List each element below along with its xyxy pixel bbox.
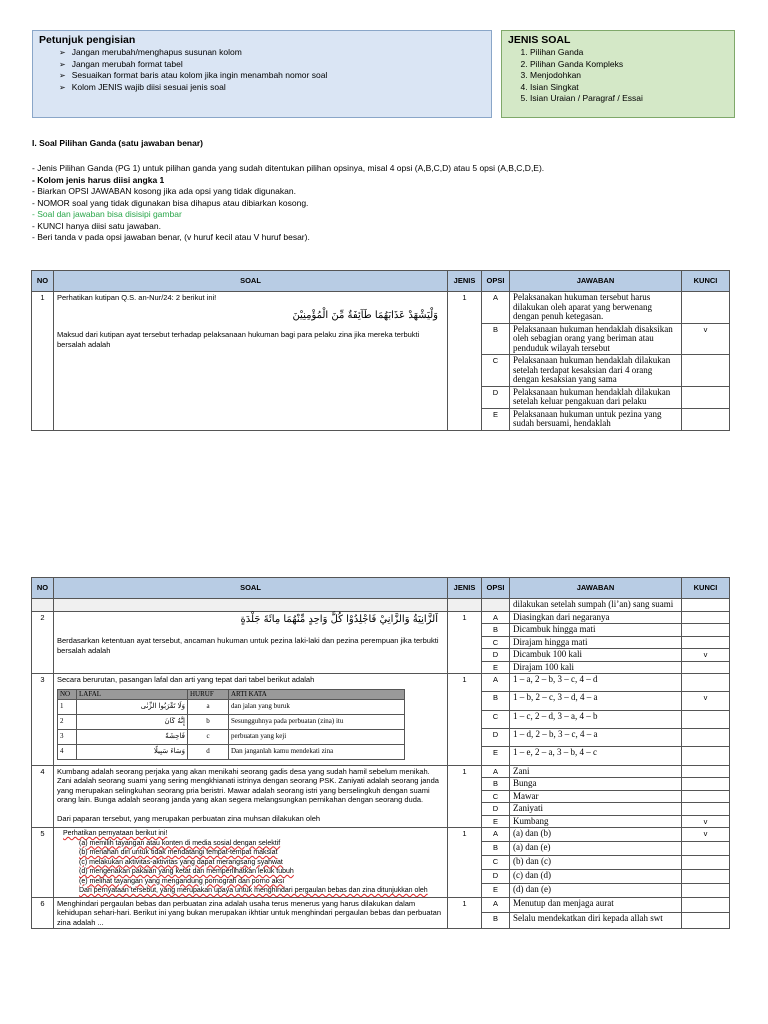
option-letter: C	[482, 355, 510, 387]
lafal-table	[57, 689, 405, 760]
option-answer[interactable]: Pelaksanaan hukuman untuk pezina yang sudah bersuami, hendaklah	[510, 408, 682, 430]
option-answer[interactable]: Dicambuk hingga mati	[510, 624, 682, 637]
question-type: 1	[448, 674, 482, 766]
question-body: Maksud dari kutipan ayat tersebut terhadap pelaksanaan hukuman bagi para pelaku zina jika mereka terbukti bersalah adalah	[57, 330, 420, 349]
option-key[interactable]	[682, 386, 730, 408]
option-answer[interactable]: Mawar	[510, 790, 682, 803]
header-opsi: OPSI	[482, 271, 510, 292]
option-letter: A	[482, 611, 510, 624]
option-answer[interactable]: (c) dan (d)	[510, 869, 682, 883]
option-key[interactable]	[682, 710, 730, 728]
option-letter: E	[482, 883, 510, 897]
header-soal: SOAL	[54, 271, 448, 292]
note-line: - Soal dan jawaban bisa disisipi gambar	[32, 209, 182, 219]
question-type: 1	[448, 828, 482, 898]
question-text	[54, 828, 448, 898]
option-key[interactable]	[682, 897, 730, 913]
question-body: Berdasarkan ketentuan ayat tersebut, ancaman hukuman untuk pezina laki-laki dan pezina perempuan jika terbukti bersalah adalah	[57, 636, 439, 655]
petunjuk-item: ➢ Kolom JENIS wajib diisi sesuai jenis soal	[59, 82, 485, 94]
empty-cell	[32, 599, 54, 612]
empty-cell	[54, 599, 448, 612]
option-key[interactable]	[682, 611, 730, 624]
option-answer[interactable]: 1 – d, 2 – b, 3 – c, 4 – a	[510, 728, 682, 746]
lafal-row	[58, 729, 405, 744]
statement-line: (e) melihat tayangan yang mengandung pornografi dan porno aksi	[79, 877, 285, 885]
option-answer[interactable]: (b) dan (c)	[510, 855, 682, 869]
option-key[interactable]	[682, 855, 730, 869]
question-text: Menghindari pergaulan bebas dan perbuatan zina adalah usaha terus menerus yang harus dilakukan dalam kehidupan sehari-hari. Berikut ini yang bukan merupakan ikhtiar untuk menghindari pergaulan bebas dan perbuatan zina adalah ...	[54, 897, 448, 929]
petunjuk-list	[59, 47, 485, 93]
option-key[interactable]	[682, 355, 730, 387]
lafal-row	[58, 699, 405, 714]
header-soal: SOAL	[54, 578, 448, 599]
lafal-arabic: وَسَاءَ سَبِيلًا	[77, 744, 188, 759]
statement-line: (d) mengenakan pakaian yang ketat dan memperlihatkan lekuk tubuh	[79, 868, 294, 875]
option-letter: D	[482, 728, 510, 746]
option-key[interactable]	[682, 674, 730, 692]
lafal-huruf: a	[188, 699, 229, 714]
header-kunci: KUNCI	[682, 578, 730, 599]
option-key[interactable]	[682, 869, 730, 883]
option-key[interactable]	[682, 636, 730, 649]
lafal-no: 3	[58, 729, 77, 744]
continued-answer[interactable]: dilakukan setelah sumpah (li’an) sang suami	[510, 599, 682, 612]
option-answer[interactable]: 1 – a, 2 – b, 3 – c, 4 – d	[510, 674, 682, 692]
table-row	[32, 765, 730, 778]
lafal-row	[58, 714, 405, 729]
question-body: Kumbang adalah seorang perjaka yang akan menikahi seorang gadis desa yang sudah hamil sebelum menikah. Zani adalah seorang suami yang sering mengkhianati istrinya dengan seorang PSK. Zaniyati adalah seorang janda yang merupakan selingkuhan seorang pria beristri. Mawar adalah seorang istri yang berselingkuh dengan suami orang lain. Bunga adalah seorang janda yang akan segera melangsungkan pernikahan dengan seorang duda.	[57, 766, 439, 804]
lafal-header-no: NO	[58, 689, 77, 699]
option-letter: D	[482, 869, 510, 883]
option-key[interactable]	[682, 841, 730, 855]
option-key[interactable]: v	[682, 815, 730, 828]
option-answer[interactable]: 1 – e, 2 – a, 3 – b, 4 – c	[510, 747, 682, 765]
option-answer[interactable]: 1 – c, 2 – d, 3 – a, 4 – b	[510, 710, 682, 728]
option-answer[interactable]: Bunga	[510, 778, 682, 791]
question-text	[54, 611, 448, 674]
question-prompt: Dari paparan tersebut, yang merupakan perbuatan zina muhsan dilakukan oleh	[57, 813, 321, 823]
lafal-header-arti: ARTI KATA	[229, 689, 405, 699]
lafal-arti: Sesungguhnya pada perbuatan (zina) itu	[229, 714, 405, 729]
option-answer[interactable]: Zani	[510, 765, 682, 778]
note-line: - KUNCI hanya diisi satu jawaban.	[32, 220, 161, 231]
statement-list	[57, 839, 444, 887]
jenis-soal-item: 3. Menjodohkan	[530, 70, 728, 82]
petunjuk-item: ➢ Jangan merubah format tabel	[59, 59, 485, 71]
option-letter: A	[482, 292, 510, 324]
jenis-soal-item: 4. Isian Singkat	[530, 82, 728, 94]
table-row	[32, 897, 730, 913]
jenis-soal-box	[501, 30, 735, 118]
option-letter: A	[482, 765, 510, 778]
lafal-arabic: فَاحِشَةً	[77, 729, 188, 744]
option-key[interactable]: v	[682, 323, 730, 355]
option-letter: E	[482, 408, 510, 430]
header-jenis: JENIS	[448, 578, 482, 599]
option-key[interactable]: v	[682, 692, 730, 710]
table-row	[32, 292, 730, 324]
option-answer[interactable]: Zaniyati	[510, 803, 682, 816]
empty-cell	[448, 599, 482, 612]
header-no: NO	[32, 271, 54, 292]
option-answer[interactable]: 1 – b, 2 – c, 3 – d, 4 – a	[510, 692, 682, 710]
question-prompt: Dari pernyataan tersebut, yang merupakan upaya untuk menghindari pergaulan bebas dan zina ditunjukkan oleh	[79, 887, 428, 894]
header-no: NO	[32, 578, 54, 599]
question-body: Secara berurutan, pasangan lafal dan arti yang tepat dari tabel berikut adalah	[57, 675, 315, 684]
header-jenis: JENIS	[448, 271, 482, 292]
lafal-huruf: d	[188, 744, 229, 759]
option-key[interactable]	[682, 747, 730, 765]
question-intro: Perhatikan kutipan Q.S. an-Nur/24: 2 berikut ini!	[57, 293, 217, 302]
lafal-no: 1	[58, 699, 77, 714]
option-key[interactable]	[682, 728, 730, 746]
arabic-verse: اَلزَّانِيَةُ وَالزَّانِيْ فَاجْلِدُوْا كُلَّ وَاحِدٍ مِّنْهُمَا مِائَةَ جَلْدَةٍ	[240, 613, 438, 625]
lafal-no: 4	[58, 744, 77, 759]
option-letter: E	[482, 661, 510, 674]
question-number: 5	[32, 828, 54, 898]
lafal-arti: perbuatan yang keji	[229, 729, 405, 744]
option-key[interactable]: v	[682, 649, 730, 662]
option-letter: E	[482, 815, 510, 828]
option-key[interactable]	[682, 883, 730, 897]
note-line: - Jenis Pilihan Ganda (PG 1) untuk pilihan ganda yang sudah ditentukan pilihan opsinya, misal 4 opsi (A,B,C,D) atau 5 opsi (A,B,C,D,E).	[32, 163, 545, 173]
arabic-verse: وَلْيَشْهَدْ عَذَابَهُمَا طَآئِفَةٌ مِّنَ الْمُؤْمِنِيْنَ	[292, 309, 438, 321]
question-text	[54, 765, 448, 828]
petunjuk-box	[32, 30, 492, 118]
option-answer[interactable]: (d) dan (e)	[510, 883, 682, 897]
statement-line: (c) melakukan aktivitas-aktivitas yang dapat merangsang syahwat	[79, 858, 283, 866]
lafal-arti: Dan janganlah kamu mendekati zina	[229, 744, 405, 759]
option-key[interactable]	[682, 913, 730, 929]
option-letter: C	[482, 710, 510, 728]
jenis-soal-list	[530, 47, 728, 105]
question-text	[54, 674, 448, 766]
jenis-soal-item: 5. Isian Uraian / Paragraf / Essai	[530, 93, 728, 105]
lafal-huruf: b	[188, 714, 229, 729]
option-key[interactable]	[682, 661, 730, 674]
option-key[interactable]	[682, 790, 730, 803]
question-number: 3	[32, 674, 54, 766]
petunjuk-item: ➢ Sesuaikan format baris atau kolom jika ingin menambah nomor soal	[59, 70, 485, 82]
lafal-header-huruf: HURUF	[188, 689, 229, 699]
table-row	[32, 674, 730, 692]
table-row	[32, 611, 730, 624]
option-key[interactable]	[682, 765, 730, 778]
option-letter: A	[482, 674, 510, 692]
option-letter: D	[482, 649, 510, 662]
question-number: 1	[32, 292, 54, 431]
option-answer[interactable]: Pelaksanaan hukuman hendaklah dilakukan setelah keluar pengakuan dari pelaku	[510, 386, 682, 408]
option-answer[interactable]: Pelaksanakan hukuman tersebut harus dilakukan oleh aparat yang berwenang dengan penuh ketegasan.	[510, 292, 682, 324]
question-type: 1	[448, 611, 482, 674]
option-answer[interactable]: Pelaksanaan hukuman hendaklah disaksikan oleh sebagian orang yang beriman atau penduduk wilayah tersebut	[510, 323, 682, 355]
lafal-arabic: إِنَّهُ كَانَ	[77, 714, 188, 729]
lafal-header-lafal: LAFAL	[77, 689, 188, 699]
section-notes	[32, 163, 544, 244]
empty-cell	[682, 599, 730, 612]
option-letter: B	[482, 692, 510, 710]
lafal-huruf: c	[188, 729, 229, 744]
option-answer[interactable]: Dirajam 100 kali	[510, 661, 682, 674]
header-jawaban: JAWABAN	[510, 271, 682, 292]
option-letter: B	[482, 913, 510, 929]
option-letter: E	[482, 747, 510, 765]
lafal-row	[58, 744, 405, 759]
option-answer[interactable]: Selalu mendekatkan diri kepada allah swt	[510, 913, 682, 929]
question-type: 1	[448, 765, 482, 828]
note-line: - NOMOR soal yang tidak digunakan bisa dihapus atau dibiarkan kosong.	[32, 197, 309, 208]
option-letter: A	[482, 828, 510, 842]
question-type: 1	[448, 292, 482, 431]
lafal-arabic: وَلَا تَقْرَبُوا الزِّنٰى	[77, 699, 188, 714]
empty-cell	[482, 599, 510, 612]
jenis-soal-item: 2. Pilihan Ganda Kompleks	[530, 59, 728, 71]
section-heading: I. Soal Pilihan Ganda (satu jawaban benar)	[32, 138, 203, 148]
table-header-row	[32, 271, 730, 292]
note-line: - Beri tanda v pada opsi jawaban benar, (v huruf kecil atau V huruf besar).	[32, 232, 310, 242]
option-answer[interactable]: (a) dan (b)	[510, 828, 682, 842]
option-letter: A	[482, 897, 510, 913]
option-letter: B	[482, 778, 510, 791]
option-key[interactable]	[682, 624, 730, 637]
statement-line: (a) memilih tayangan atau konten di media sosial dengan selektif	[79, 839, 281, 847]
question-intro: Perhatikan pernyataan berikut ini!	[63, 830, 168, 837]
option-answer[interactable]: Dicambuk 100 kali	[510, 649, 682, 662]
question-text	[54, 292, 448, 431]
option-letter: D	[482, 803, 510, 816]
header-jawaban: JAWABAN	[510, 578, 682, 599]
question-table-1	[31, 270, 730, 431]
option-answer[interactable]: Dirajam hingga mati	[510, 636, 682, 649]
option-letter: D	[482, 386, 510, 408]
table-row	[32, 828, 730, 842]
option-letter: C	[482, 636, 510, 649]
petunjuk-title: Petunjuk pengisian	[39, 34, 136, 46]
note-line: - Biarkan OPSI JAWABAN kosong jika ada opsi yang tidak digunakan.	[32, 186, 296, 196]
question-table-2	[31, 577, 730, 929]
option-key[interactable]	[682, 408, 730, 430]
table-row	[32, 599, 730, 612]
option-answer[interactable]: Kumbang	[510, 815, 682, 828]
option-key[interactable]	[682, 803, 730, 816]
option-key[interactable]	[682, 292, 730, 324]
statement-line: (b) menahan diri untuk tidak mendatangi tempat-tempat maksiat	[79, 849, 278, 856]
option-key[interactable]: v	[682, 828, 730, 842]
option-answer[interactable]: (a) dan (e)	[510, 841, 682, 855]
header-opsi: OPSI	[482, 578, 510, 599]
option-answer[interactable]: Menutup dan menjaga aurat	[510, 897, 682, 913]
question-number: 4	[32, 765, 54, 828]
question-type: 1	[448, 897, 482, 929]
option-letter: B	[482, 323, 510, 355]
option-letter: C	[482, 790, 510, 803]
table-header-row	[32, 578, 730, 599]
petunjuk-item: ➢ Jangan merubah/menghapus susunan kolom	[59, 47, 485, 59]
lafal-arti: dan jalan yang buruk	[229, 699, 405, 714]
question-number: 2	[32, 611, 54, 674]
lafal-table-header	[58, 689, 405, 699]
option-letter: C	[482, 855, 510, 869]
option-key[interactable]	[682, 778, 730, 791]
question-number: 6	[32, 897, 54, 929]
header-kunci: KUNCI	[682, 271, 730, 292]
lafal-no: 2	[58, 714, 77, 729]
jenis-soal-title: JENIS SOAL	[508, 34, 571, 46]
jenis-soal-item: 1. Pilihan Ganda	[530, 47, 728, 59]
option-answer[interactable]: Diasingkan dari negaranya	[510, 611, 682, 624]
option-letter: B	[482, 624, 510, 637]
option-answer[interactable]: Pelaksanaan hukuman hendaklah dilakukan setelah terdapat kesaksian dari 4 orang dengan kesaksian yang sama	[510, 355, 682, 387]
option-letter: B	[482, 841, 510, 855]
note-line: - Kolom jenis harus diisi angka 1	[32, 174, 165, 185]
